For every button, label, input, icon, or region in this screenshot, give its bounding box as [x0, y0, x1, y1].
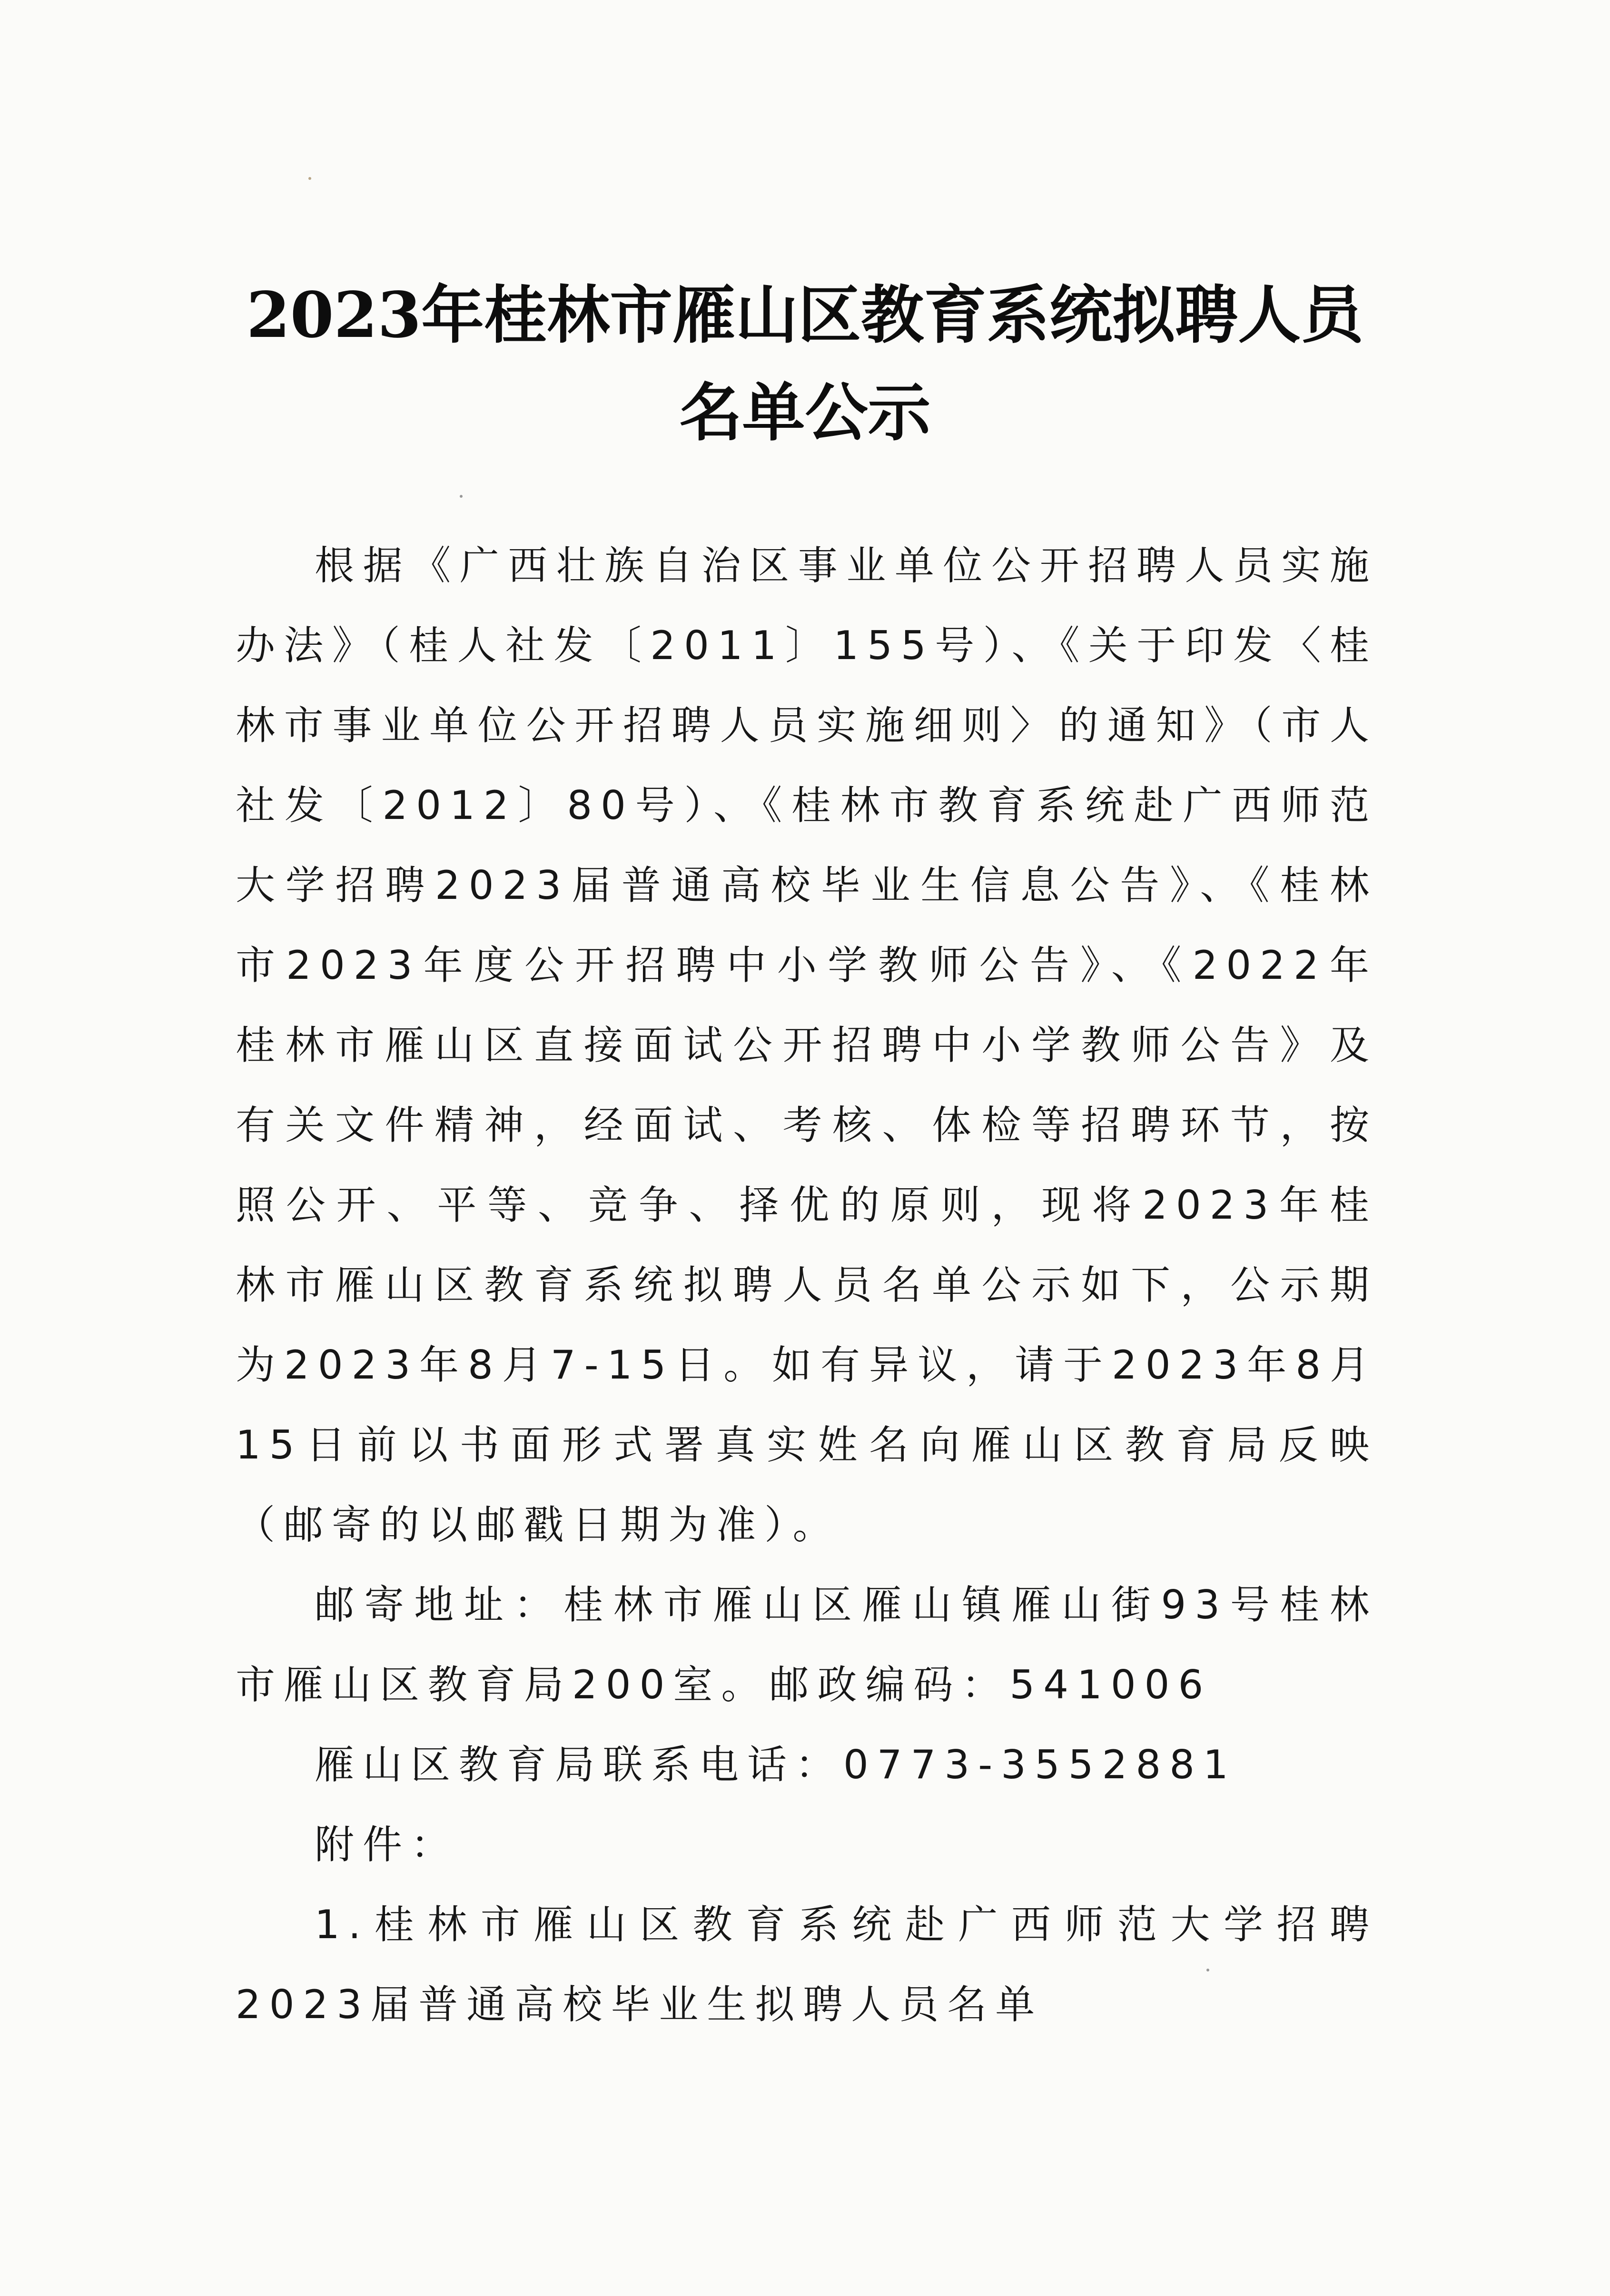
scan-speck	[1206, 1969, 1209, 1971]
main-paragraph: 根据《广西壮族自治区事业单位公开招聘人员实施办法》（桂人社发〔2011〕155号）、《关于印发〈桂林市事业单位公开招聘人员实施细则〉的通知》（市人社发〔2012〕80号）、《桂林市教育系统赴广西师范大学招聘2023届普通高校毕业生信息公告》、《桂林市2023年度公开招聘中小学教师公告》、《2022年桂林市雁山区直接面试公开招聘中小学教师公告》及有关文件精神，经面试、考核、体检等招聘环节，按照公开、平等、竞争、择优的原则，现将2023年桂林市雁山区教育系统拟聘人员名单公示如下，公示期为2023年8月7-15日。如有异议，请于2023年8月15日前以书面形式署真实姓名向雁山区教育局反映（邮寄的以邮戳日期为准）。	[236, 542, 1378, 1548]
title-line-2: 名单公示	[679, 376, 931, 450]
annex-item-1: 1.桂林市雁山区教育系统赴广西师范大学招聘2023届普通高校毕业生拟聘人员名单	[236, 1902, 1378, 2028]
phone-paragraph: 雁山区教育局联系电话：0773-3552881	[315, 1742, 1237, 1788]
scan-speck	[460, 495, 463, 498]
scan-speck	[308, 177, 311, 180]
document-title	[200, 266, 1410, 462]
title-line-1: 2023年桂林市雁山区教育系统拟聘人员	[246, 278, 1364, 352]
annex-label: 附件：	[315, 1822, 459, 1868]
document-body	[236, 526, 1378, 2045]
address-paragraph: 邮寄地址：桂林市雁山区雁山镇雁山街93号桂林市雁山区教育局200室。邮政编码：541006	[236, 1582, 1378, 1708]
